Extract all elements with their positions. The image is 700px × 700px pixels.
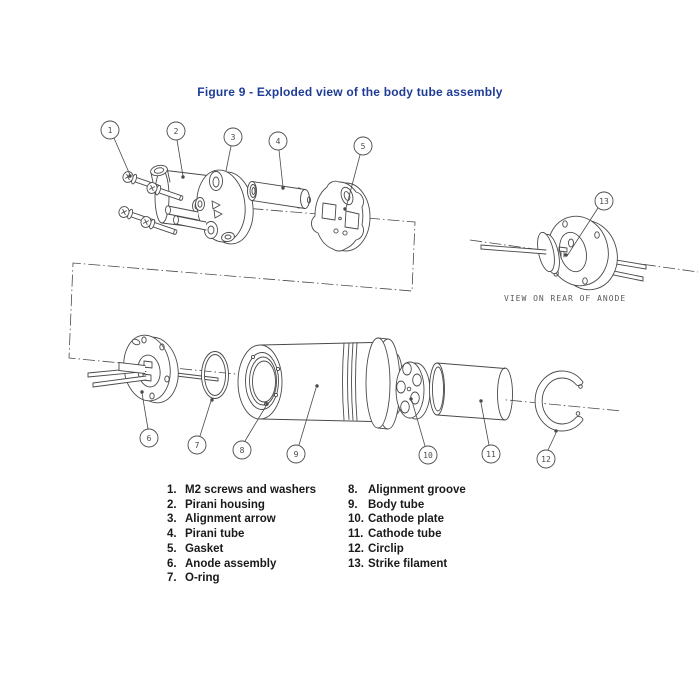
callout-3 [224,128,242,171]
svg-text:6: 6 [146,434,152,443]
parts-list-right-column [348,483,466,586]
item-label: Cathode tube [368,528,442,541]
callout-12 [537,429,558,468]
pirani-housing [150,164,257,246]
item-label: Alignment groove [368,484,466,496]
figure-title: Figure 9 - Exploded view of the body tube assembly [197,85,503,99]
parts-list-item [348,483,466,498]
body-tube [238,338,403,429]
callout-7 [188,398,214,454]
item-label: O-ring [185,572,220,585]
svg-text:10: 10 [423,451,433,460]
anode-rear-view [481,210,646,296]
gasket [311,181,370,251]
item-label: Pirani housing [185,498,265,511]
parts-list-item [167,557,348,572]
callout-2 [167,122,185,179]
svg-text:11: 11 [486,450,496,459]
o-ring [202,351,229,398]
parts-list-item [167,512,348,527]
item-label: Gasket [185,542,224,555]
svg-text:5: 5 [360,142,366,151]
svg-text:2: 2 [173,127,179,136]
cathode-plate [396,362,430,419]
svg-text:9: 9 [293,450,299,459]
parts-list-item [348,527,466,542]
item-label: M2 screws and washers [185,484,317,496]
parts-list-item [167,483,348,498]
svg-text:3: 3 [230,133,236,142]
item-label: Circlip [368,542,404,555]
svg-text:7: 7 [194,441,200,450]
item-label: Anode assembly [185,557,277,570]
item-number: 6. [167,557,177,570]
item-number: 10. [348,513,364,526]
item-number: 2. [167,498,177,511]
parts-list-item [348,542,466,557]
item-label: Alignment arrow [185,513,276,526]
parts-list-item [167,498,348,513]
pirani-tube [248,182,311,209]
callout-1 [101,121,132,178]
callout-4 [269,132,287,190]
item-number: 3. [167,513,177,526]
item-label: Body tube [368,498,425,511]
parts-list-item [348,557,466,572]
parts-list-item [167,527,348,542]
cathode-tube [430,363,513,420]
item-number: 4. [167,528,177,541]
parts-list [167,483,466,586]
item-label: Pirani tube [185,528,245,541]
item-number: 1. [167,484,177,496]
item-number: 13. [348,557,364,570]
svg-text:4: 4 [275,137,281,146]
item-number: 12. [348,542,364,555]
svg-text:13: 13 [599,197,609,206]
item-label: Cathode plate [368,513,445,526]
circlip [535,371,583,431]
item-number: 11. [348,528,364,541]
anode-assembly [88,332,218,406]
anode-view-caption: VIEW ON REAR OF ANODE [504,294,627,303]
item-number: 9. [348,498,358,511]
parts-list-item [167,542,348,557]
item-label: Strike filament [368,557,448,570]
parts-list-item [167,571,348,586]
svg-text:1: 1 [107,126,113,135]
svg-text:8: 8 [239,446,245,455]
item-number: 7. [167,572,177,585]
parts-list-item [348,498,466,513]
item-number: 5. [167,542,177,555]
item-number: 8. [348,484,358,496]
parts-list-left-column [167,483,348,586]
parts-list-item [348,512,466,527]
svg-text:12: 12 [541,455,551,464]
